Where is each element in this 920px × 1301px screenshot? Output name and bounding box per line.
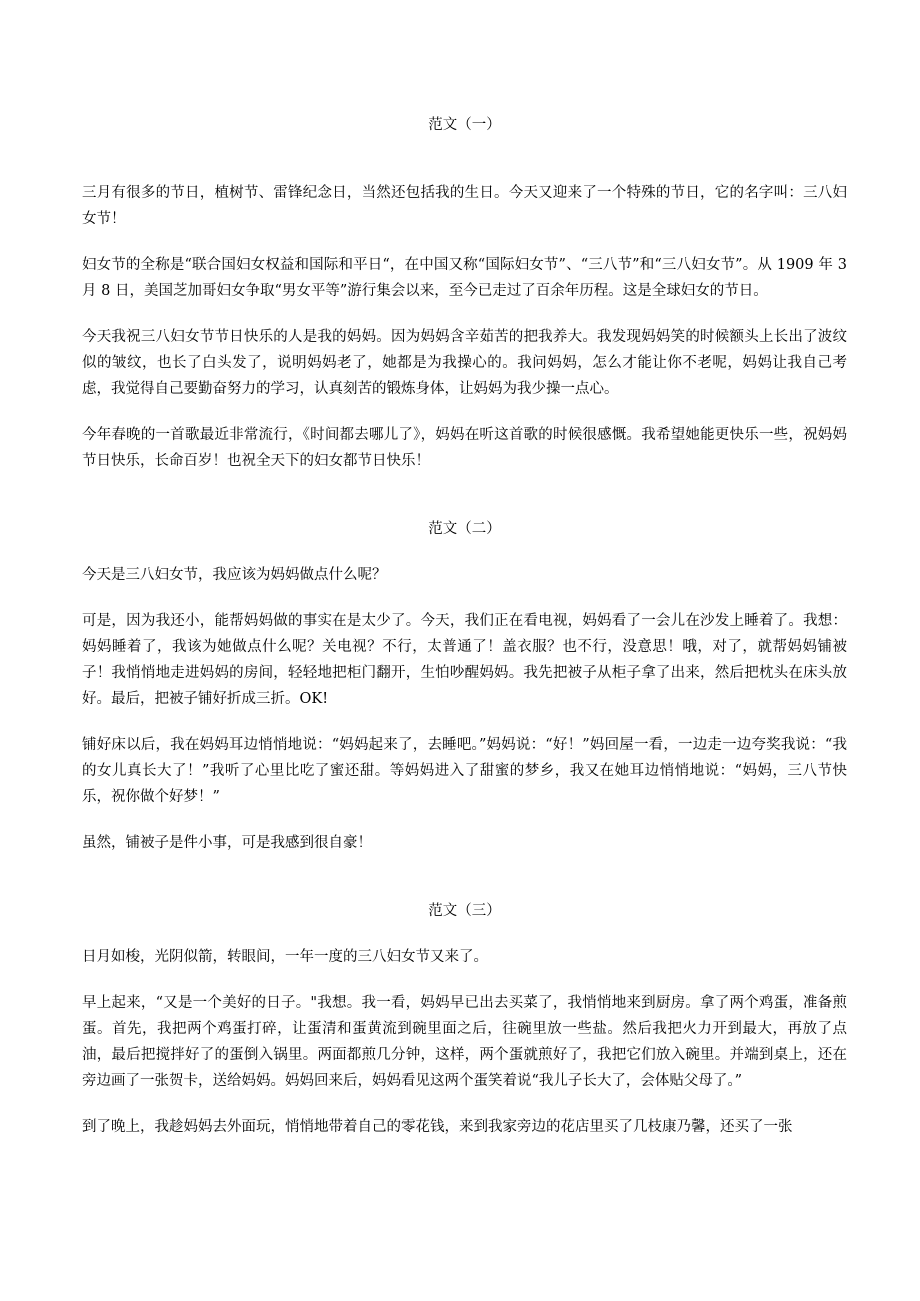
paragraph: 虽然，铺被子是件小事，可是我感到很自豪！ [82, 835, 372, 851]
section-title-2: 范文（二） [428, 521, 501, 537]
paragraph: 妇女节的全称是“联合国妇女权益和国际和平日“，在中国又称“国际妇女节”、“三八节”和“三八妇女节”。从 1909 年 3 月 8 日，美国芝加哥妇女争取“男女平等”游行集会以来，至今已走过了百余年历程。这是全球妇女的节日。 [82, 257, 847, 299]
section-title-3: 范文（三） [428, 903, 501, 919]
essay-section-3 [82, 898, 847, 1140]
paragraph: 可是，因为我还小，能帮妈妈做的事实在是太少了。今天，我们正在看电视，妈妈看了一会儿在沙发上睡着了。我想：妈妈睡着了，我该为她做点什么呢？关电视？不行，太普通了！盖衣服？也不行，没意思！哦，对了，就帮妈妈铺被子！我悄悄地走进妈妈的房间，轻轻地把柜门翻开，生怕吵醒妈妈。我先把被子从柜子拿了出来，然后把枕头在床头放好。最后，把被子铺好折成三折。OK! [82, 613, 847, 707]
paragraph: 铺好床以后，我在妈妈耳边悄悄地说：“妈妈起来了，去睡吧。”妈妈说：“好！”妈回屋一看，一边走一边夸奖我说：“我的女儿真长大了！”我听了心里比吃了蜜还甜。等妈妈进入了甜蜜的梦乡，我又在她耳边悄悄地说：“妈妈，三八节快乐，祝你做个好梦！” [82, 737, 847, 805]
paragraph: 早上起来，“又是一个美好的日子。"我想。我一看，妈妈早已出去买菜了，我悄悄地来到厨房。拿了两个鸡蛋，准备煎蛋。首先，我把两个鸡蛋打碎，让蛋清和蛋黄流到碗里面之后，往碗里放一些盐。然后我把火力开到最大，再放了点油，最后把搅拌好了的蛋倒入锅里。两面都煎几分钟，这样，两个蛋就煎好了，我把它们放入碗里。并端到桌上，还在旁边画了一张贺卡，送给妈妈。妈妈回来后，妈妈看见这两个蛋笑着说“我儿子长大了，会体贴父母了。” [82, 995, 847, 1089]
paragraph: 今天我祝三八妇女节节日快乐的人是我的妈妈。因为妈妈含辛茹苦的把我养大。我发现妈妈笑的时候额头上长出了波纹似的皱纹，也长了白头发了，说明妈妈老了，她都是为我操心的。我问妈妈，怎么才能让你不老呢，妈妈让我自己考虑，我觉得自己要勤奋努力的学习，认真刻苦的锻炼身体，让妈妈为我少操一点心。 [82, 329, 847, 397]
section-title-1: 范文（一） [428, 117, 501, 133]
paragraph: 三月有很多的节日，植树节、雷锋纪念日，当然还包括我的生日。今天又迎来了一个特殊的节日，它的名字叫：三八妇女节！ [82, 185, 847, 227]
paragraph: 今天是三八妇女节，我应该为妈妈做点什么呢？ [82, 567, 387, 583]
paragraph: 今年春晚的一首歌最近非常流行，《时间都去哪儿了》，妈妈在听这首歌的时候很感慨。我希望她能更快乐一些，祝妈妈节日快乐，长命百岁！也祝全天下的妇女都节日快乐！ [82, 427, 847, 469]
paragraph: 日月如梭，光阴似箭，转眼间，一年一度的三八妇女节又来了。 [82, 949, 488, 965]
essay-section-2 [82, 516, 847, 856]
paragraph: 到了晚上，我趁妈妈去外面玩，悄悄地带着自己的零花钱，来到我家旁边的花店里买了几枝康乃馨，还买了一张 [82, 1119, 793, 1135]
document-content [82, 112, 847, 1140]
essay-section-1 [82, 112, 847, 474]
